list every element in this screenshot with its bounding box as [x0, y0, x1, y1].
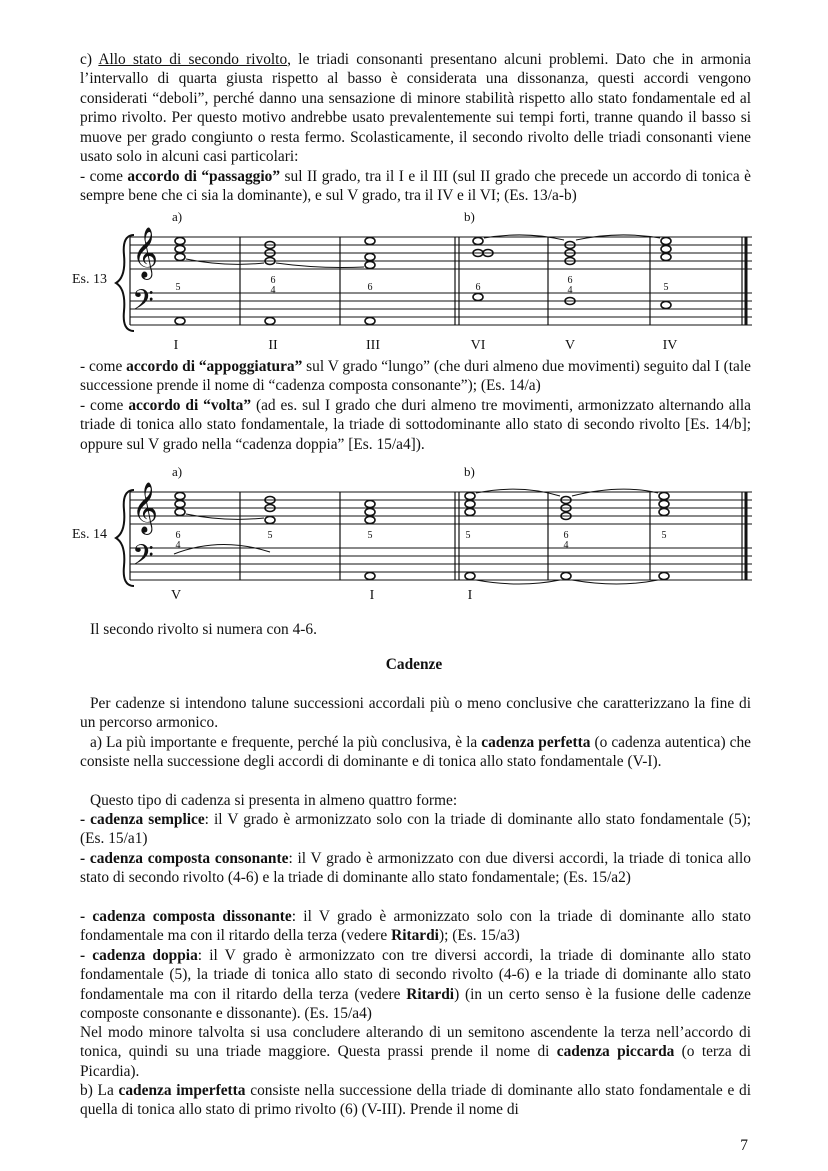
cadence-composite-consonant: - cadenza composta consonante: il V grado è armonizzato con due diversi accordi, la triade di tonica allo stato di secondo rivolto (4-6) e la triade di dominante allo stato fondamentale; (Es. 15/a2): [80, 850, 751, 887]
treble-clef-icon: 𝄞: [132, 483, 159, 532]
figure: 6: [567, 275, 573, 286]
degree-label: V: [564, 338, 576, 353]
cadence-simple: - cadenza semplice: il V grado è armonizzato solo con la triade di dominante allo stato fondamentale (5); (Es. 15/a1): [80, 811, 751, 848]
bass-staff: [130, 293, 752, 325]
ties: [174, 489, 658, 584]
figure: 5: [663, 282, 669, 293]
section-b-label: b): [464, 464, 475, 479]
cadence-forms: Questo tipo di cadenza si presenta in almeno quattro forme:: [90, 792, 458, 809]
underlined-phrase: Allo stato di secondo rivolto: [98, 51, 288, 68]
degree-label: I: [467, 588, 473, 603]
cadence-perfect: a) La più importante e frequente, perché la più conclusiva, è la cadenza perfetta (o cadenza autentica) che consiste nella successione degli accordi di dominante e di tonica allo stato fondamentale (V-I).: [80, 734, 751, 771]
figure: 6: [270, 275, 276, 286]
degree-label: VI: [470, 338, 486, 353]
degree-label: V: [170, 588, 182, 603]
bass-clef-icon: 𝄢: [132, 541, 154, 578]
bullet-passaggio: - come accordo di “passaggio” sul II grado, tra il I e il III (sul II grado che precede un accordo di tonica è sempre bene che ci sia la dominante), e sul V grado, tra il IV e il VI; (Es. 13/a-b): [80, 168, 751, 205]
figure: 4: [563, 540, 569, 551]
cadence-imperfect: b) La cadenza imperfetta consiste nella successione della triade di dominante allo stato fondamentale e di quella di tonica allo stato di primo rivolto (6) (V-III). Prende il nome di: [80, 1082, 752, 1119]
example-label: Es. 13: [72, 272, 107, 287]
bass-clef-icon: 𝄢: [132, 286, 154, 323]
example-label: Es. 14: [72, 527, 107, 542]
numbering-note: Il secondo rivolto si numera con 4-6.: [90, 621, 317, 638]
bullet-volta: - come accordo di “volta” (ad es. sul I grado che duri almeno tre movimenti, armonizzato alternando alla triade di tonica allo stato fondamentale, la triade di sottodominante allo stato di secondo rivolto [Es. 14/b]; oppure sul V grado nella “cadenza doppia” [Es. 15/a4]).: [80, 397, 751, 453]
music-example-14: [70, 460, 760, 605]
figure: 5: [661, 530, 667, 541]
section-heading: Cadenze: [385, 656, 443, 673]
paragraph-second-inversion: c) Allo stato di secondo rivolto, le triadi consonanti presentano alcuni problemi. Dato che in armonia l’intervallo di quarta giusta rispetto al basso è considerata una dissonanza, questi accordi vengono considerati “deboli”, perché danno una sensazione di minore stabilità rispetto allo stato fondamentale ed al primo rivolto. Per questo motivo andrebbe usato prevalentemente sui tempi forti, tranne quando il basso si muove per grado congiunto o resta fermo. Scolasticamente, il secondo rivolto delle triadi consonanti viene usato solo in alcuni casi particolari:: [80, 51, 751, 166]
figure: 4: [270, 285, 276, 296]
figure: 6: [563, 530, 569, 541]
figure: 6: [175, 530, 181, 541]
figure: 4: [175, 540, 181, 551]
cadence-double: - cadenza doppia: il V grado è armonizzato con tre diversi accordi, la triade di dominante allo stato fondamentale (5), la triade di tonica allo stato di secondo rivolto (4-6) e la triade di dominante allo stato fondamentale ma con il ritardo della terza (vedere Ritardi) (in un certo senso è la fusione delle cadenze composte consonante e dissonante). (Es. 15/a4): [80, 947, 752, 1023]
chord-notes: [175, 493, 669, 580]
cadence-picardy: Nel modo minore talvolta si usa concludere alterando di un semitono ascendente la terza nell’accordo di tonica, quindi su una triade maggiore. Questa prassi prende il nome di cadenza piccarda (o terza di Picardia).: [80, 1024, 751, 1080]
cadence-intro: Per cadenze si intendono talune successioni accordali più o meno conclusive che caratterizzano la fine di un percorso armonico.: [80, 695, 751, 732]
figure: 5: [175, 282, 181, 293]
page-number: 7: [740, 1137, 748, 1154]
figure: 5: [267, 530, 273, 541]
ties: [186, 235, 660, 268]
figure: 4: [567, 285, 573, 296]
chord-notes: [175, 238, 671, 325]
figure: 5: [367, 530, 373, 541]
music-example-13: [70, 205, 760, 355]
figure: 5: [465, 530, 471, 541]
section-b-label: b): [464, 209, 475, 224]
figure: 6: [475, 282, 481, 293]
barlines: [130, 492, 746, 580]
degree-label: I: [173, 338, 179, 353]
cadence-composite-dissonant: - cadenza composta dissonante: il V grado è armonizzato solo con la triade di dominante allo stato fondamentale ma con il ritardo della terza (vedere Ritardi); (Es. 15/a3): [80, 908, 751, 945]
section-a-label: a): [172, 209, 183, 224]
bullet-appoggiatura: - come accordo di “appoggiatura” sul V grado “lungo” (che duri almeno due movimenti) seguito dal I (tale successione prende il nome di “cadenza composta consonante”); (Es. 14/a): [80, 358, 751, 395]
degree-label: IV: [662, 338, 678, 353]
section-a-label: a): [172, 464, 183, 479]
degree-label: II: [268, 338, 278, 353]
degree-label: III: [366, 338, 380, 353]
treble-clef-icon: 𝄞: [132, 228, 159, 277]
degree-label: I: [369, 588, 375, 603]
figure: 6: [367, 282, 373, 293]
barlines: [130, 237, 746, 325]
